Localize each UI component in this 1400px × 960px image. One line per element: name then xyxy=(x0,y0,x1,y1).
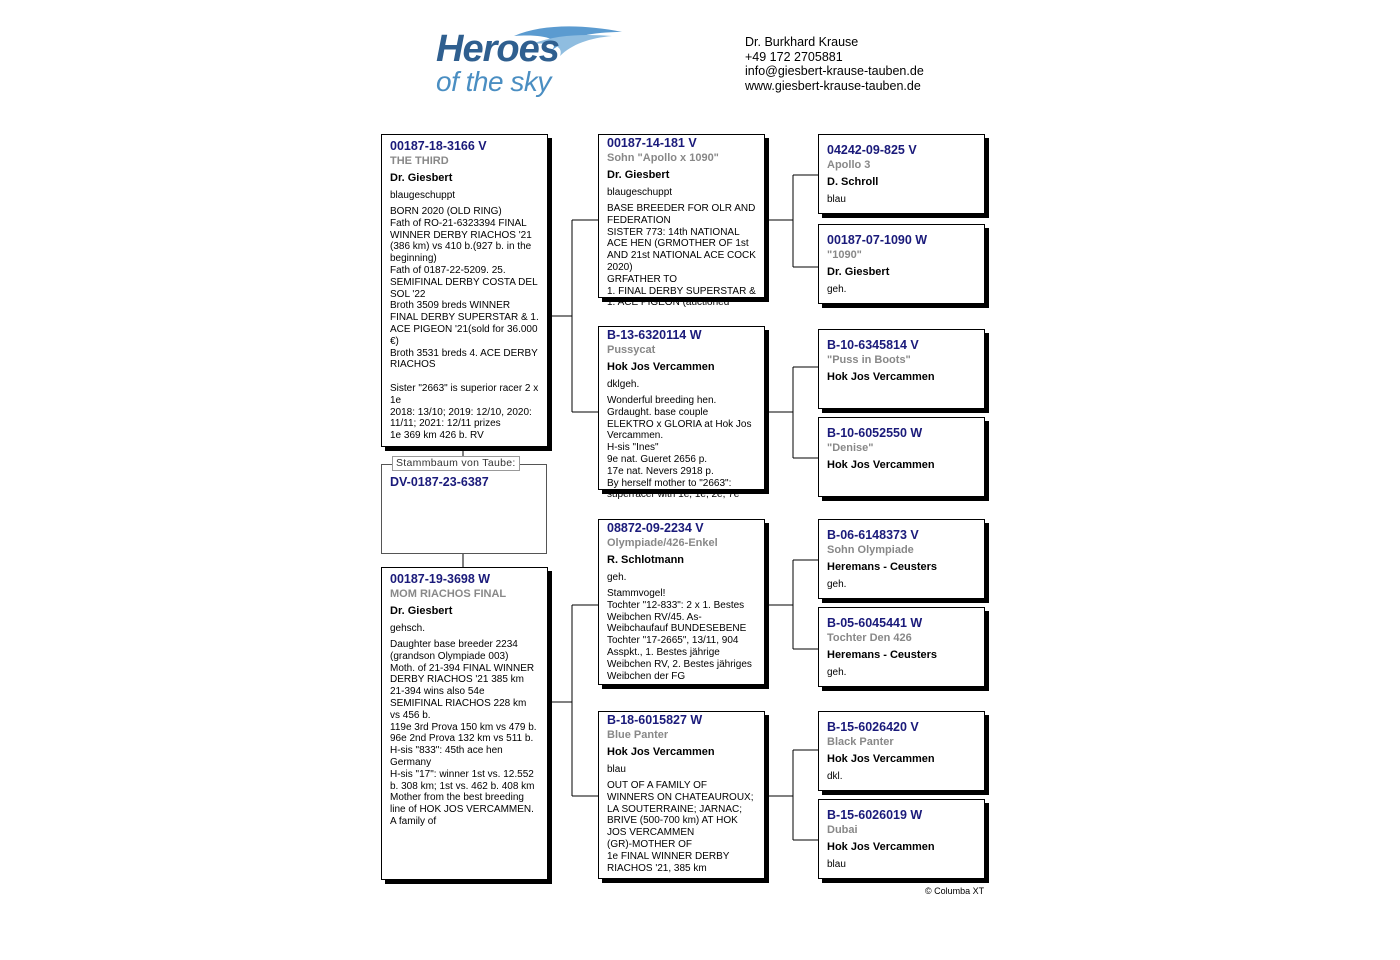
pedigree-card-mfm xyxy=(818,607,985,687)
pigeon-name: Sohn Olympiade xyxy=(827,544,914,556)
pigeon-color: dklgeh. xyxy=(607,379,640,390)
pigeon-name: Olympiade/426-Enkel xyxy=(607,537,718,549)
contact-name: Dr. Burkhard Krause xyxy=(745,35,859,49)
pigeon-name: MOM RIACHOS FINAL xyxy=(390,588,507,600)
pedigree-card-fff xyxy=(818,134,985,214)
breeder-name: Dr. Giesbert xyxy=(827,266,890,278)
subject-label: Stammbaum von Taube: xyxy=(392,456,520,471)
breeder-name: Hok Jos Vercammen xyxy=(607,361,715,373)
pigeon-name: "1090" xyxy=(827,249,862,261)
breeder-name: Dr. Giesbert xyxy=(607,169,670,181)
pedigree-card-father xyxy=(381,134,548,447)
breeder-name: Hok Jos Vercammen xyxy=(827,841,935,853)
pigeon-color: geh. xyxy=(827,284,847,295)
pedigree-card-mm xyxy=(598,711,765,879)
breeder-name: D. Schroll xyxy=(827,176,879,188)
subject-ring-number: DV-0187-23-6387 xyxy=(390,475,489,489)
pedigree-card-fmm xyxy=(818,417,985,497)
pigeon-notes: Daughter base breeder 2234 (grandson Olympiade 003) Moth. of 21-394 FINAL WINNER DERBY RIACHOS '21 385 km 21-394 wins also 54e SEMIFINAL RIACHOS 228 km vs 456 b. 119e 3rd Prova 150 km vs 479 b. 96e 2nd Prova 132 km vs 511 b. H-sis "833": 45th ace hen Germany H-sis "17": winner 1st vs. 12.552 b. 308 km; 1st vs. 462 b. 408 km Mother from the best breeding line of HOK JOS VERCAMMEN. A family of xyxy=(390,639,537,827)
pigeon-name: "Denise" xyxy=(827,442,874,454)
ring-number: 04242-09-825 V xyxy=(827,143,917,157)
ring-number: 00187-14-181 V xyxy=(607,136,697,150)
contact-email[interactable]: info@giesbert-krause-tauben.de xyxy=(745,64,924,78)
breeder-name: Heremans - Ceusters xyxy=(827,649,938,661)
ring-number: 00187-07-1090 W xyxy=(827,233,928,247)
pedigree-card-fm xyxy=(598,326,765,501)
contact-phone: +49 172 2705881 xyxy=(745,49,843,64)
ring-number: B-15-6026420 V xyxy=(827,720,919,734)
pigeon-name: Apollo 3 xyxy=(827,159,871,171)
pedigree-card-mff xyxy=(818,519,985,599)
ring-number: B-10-6052550 W xyxy=(827,426,923,440)
pigeon-name: Blue Panter xyxy=(607,729,669,741)
breeder-name: Hok Jos Vercammen xyxy=(607,746,715,758)
pedigree-card-mmm xyxy=(818,799,985,879)
copyright-notice: © Columba XT xyxy=(925,886,985,896)
pedigree-card-mf xyxy=(598,519,765,685)
pigeon-notes: BORN 2020 (OLD RING) Fath of RO-21-6323394 FINAL WINNER DERBY RIACHOS '21 (386 km) vs 410 b.(927 b. in the beginning) Fath of 0187-22-5209. 25. SEMIFINAL DERBY COSTA DEL SOL '22 Broth 3509 breds WINNER FINAL DERBY SUPERSTAR & 1. ACE PIGEON '21(sold for 36.000 €) Broth 3531 breds 4. ACE DERBY RIACHOS Sister "2663" is superior racer 2 x 1e 2018: 13/10; 2019: 12/10, 2020: 11/11; 2021: 12/11 prizes 1e 369 km 426 b. RV xyxy=(390,206,539,442)
logo-text-sky: of the sky xyxy=(436,66,551,97)
pigeon-notes: Stammvogel! Tochter "12-833": 2 x 1. Bestes Weibchen RV/45. As-Weibchaufauf BUNDESEBENE Tochter "17-2665", 13/11, 904 Asspkt., 1. Bestes jährige Weibchen RV, 2. Bestes jähriges Weibchen der FG xyxy=(607,588,752,682)
ring-number: B-15-6026019 W xyxy=(827,808,923,822)
pigeon-notes: BASE BREEDER FOR OLR AND FEDERATION SISTER 773: 14th NATIONAL ACE HEN (GRMOTHER OF 1st AND 21st NATIONAL ACE COCK 2020) GRFATHER TO 1. FINAL DERBY SUPERSTAR & 1. ACE PIGEON (auctioned xyxy=(607,203,756,309)
ring-number: B-18-6015827 W xyxy=(607,713,703,727)
breeder-name: Dr. Giesbert xyxy=(390,605,453,617)
pigeon-notes: Wonderful breeding hen. Grdaught. base couple ELEKTRO x GLORIA at Hok Jos Vercammen. H-sis "Ines" 9e nat. Gueret 2656 p. 17e nat. Nevers 2918 p. By herself mother to "2663": superracer with 1e, 1e, 2e, 7e xyxy=(607,395,752,501)
ring-number: B-06-6148373 V xyxy=(827,528,919,542)
breeder-name: Dr. Giesbert xyxy=(390,172,453,184)
pigeon-name: Tochter Den 426 xyxy=(827,632,912,644)
breeder-name: Hok Jos Vercammen xyxy=(827,753,935,765)
pigeon-name: Black Panter xyxy=(827,736,894,748)
pigeon-color: blau xyxy=(607,764,626,775)
pigeon-name: THE THIRD xyxy=(390,155,449,167)
breeder-name: R. Schlotmann xyxy=(607,554,685,566)
pigeon-name: Sohn "Apollo x 1090" xyxy=(607,152,719,164)
ring-number: 00187-18-3166 V xyxy=(390,139,487,153)
pigeon-color: dkl. xyxy=(827,771,843,782)
breeder-name: Hok Jos Vercammen xyxy=(827,459,935,471)
pigeon-color: blaugeschuppt xyxy=(607,187,673,198)
pedigree-card-ff xyxy=(598,134,765,309)
ring-number: 00187-19-3698 W xyxy=(390,572,491,586)
breeder-name: Heremans - Ceusters xyxy=(827,561,938,573)
pedigree-card-fmf xyxy=(818,329,985,409)
pigeon-color: blau xyxy=(827,194,846,205)
pedigree-card-mother xyxy=(381,567,548,880)
pigeon-color: geh. xyxy=(607,572,627,583)
pigeon-color: gehsch. xyxy=(390,623,426,634)
pedigree-card-mmf xyxy=(818,711,985,791)
pigeon-name: Pussycat xyxy=(607,344,656,356)
pigeon-color: blau xyxy=(827,859,846,870)
ring-number: B-10-6345814 V xyxy=(827,338,919,352)
pedigree-card-ffm xyxy=(818,224,985,304)
pigeon-color: geh. xyxy=(827,667,847,678)
ring-number: 08872-09-2234 V xyxy=(607,521,704,535)
pigeon-color: blaugeschuppt xyxy=(390,190,456,201)
pigeon-color: geh. xyxy=(827,579,847,590)
contact-website[interactable]: www.giesbert-krause-tauben.de xyxy=(745,78,921,93)
pigeon-name: Dubai xyxy=(827,824,858,836)
breeder-name: Hok Jos Vercammen xyxy=(827,371,935,383)
pigeon-name: "Puss in Boots" xyxy=(827,354,911,366)
ring-number: B-13-6320114 W xyxy=(607,328,702,342)
logo-text-heroes: Heroes xyxy=(436,28,559,70)
pigeon-notes: OUT OF A FAMILY OF WINNERS ON CHATEAUROUX; LA SOUTERRAINE; JARNAC; BRIVE (500-700 km) AT HOK JOS VERCAMMEN (GR)-MOTHER OF 1e FINAL WINNER DERBY RIACHOS '21, 385 km xyxy=(607,780,754,874)
ring-number: B-05-6045441 W xyxy=(827,616,923,630)
